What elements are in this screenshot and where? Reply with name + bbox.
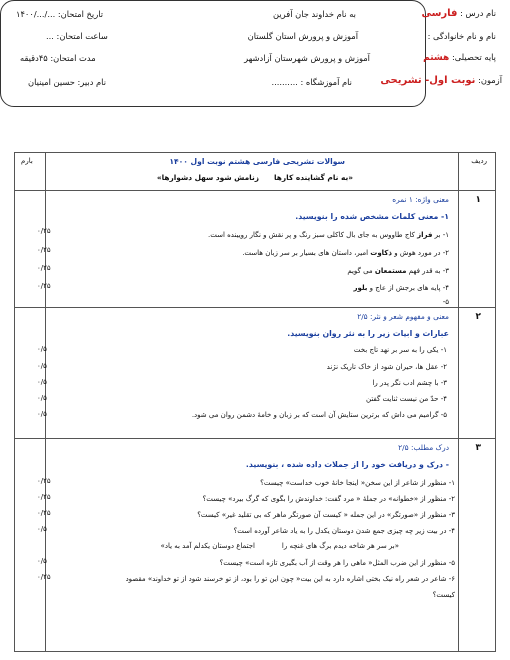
section-3-verse-left: اجتماع دوستان یکدلم آمد به یاد» xyxy=(160,542,255,550)
exam-header-box xyxy=(0,0,502,107)
section-2-score: ۰/۵ xyxy=(37,345,47,353)
section-2-score: ۰/۵ xyxy=(37,362,47,370)
province-text: آموزش و پرورش استان گلستان xyxy=(247,31,358,41)
city-text: آموزش و پرورش شهرستان آزادشهر xyxy=(244,53,370,63)
section-3-heading: درک مطلب: ۲/۵ xyxy=(398,443,449,452)
exam-type-field xyxy=(380,75,502,86)
exam-label: آزمون: xyxy=(478,75,502,85)
exam-date: تاریخ امتحان: .../.../۱۴۰۰ xyxy=(16,9,104,19)
lesson-value: فارسی xyxy=(421,8,458,19)
section-1-item: ۲- در مورد هوش و ذکاوت امیر، داستان های بسیار بر سر زبان هاست. xyxy=(242,249,449,257)
section-3-score: ۰/۲۵ xyxy=(37,477,51,485)
section-2-score: ۰/۵ xyxy=(37,394,47,402)
subtitle-right: «به نام گشاینده کارها xyxy=(274,173,353,182)
lesson-label: نام درس : xyxy=(460,8,496,18)
section-3-item: ۶- شاعر در شعر راه نیک بختی اشاره دارد به این بیت« چون این تو را بود، از تو خرسند شود از تو خداوند» مقصود xyxy=(125,575,455,583)
exam-value: نوبت اول- تشریحی xyxy=(380,75,476,86)
section-2-score: ۰/۵ xyxy=(37,378,47,386)
row-column-header: ردیف xyxy=(471,157,487,165)
section-2-divider xyxy=(15,438,495,439)
header-row-divider xyxy=(15,190,495,191)
section-1-number: ۱ xyxy=(475,195,481,205)
section-3-verse-right: «بر سر هر شاخه دیدم برگ های غنچه را xyxy=(281,542,399,550)
section-3-item: ۵- منظور از این ضرب المثل« ماهی را هر وقت از آب بگیری تازه است» چیست؟ xyxy=(219,559,455,567)
section-2-item: ۴- حدّ من نیست ثنایت گفتن xyxy=(365,395,447,403)
section-3-item: ۴- در بیت زیر چه چیزی جمع شدن دوستان یکدل را به یاد شاعر آورده است؟ xyxy=(233,527,455,535)
section-3-item: ۳- منظور از «صورتگر» در این جمله « کیست آن صورتگر ماهر که بی تقلید غیر» کیست؟ xyxy=(197,511,455,519)
student-name-field: نام و نام خانوادگی : xyxy=(427,31,496,41)
section-1-score: ۰/۲۵ xyxy=(37,282,51,290)
section-1-instruction: ۱- معنی کلمات مشخص شده را بنویسید. xyxy=(295,212,449,221)
questions-table xyxy=(14,152,496,652)
section-1-score: ۰/۲۵ xyxy=(37,264,51,272)
section-2-score: ۰/۵ xyxy=(37,410,47,418)
basmala: به نام خداوند جان آفرین xyxy=(273,9,356,19)
grade-label: پایه تحصیلی: xyxy=(451,52,496,62)
row-column-divider xyxy=(458,153,459,651)
section-2-heading: معنی و مفهوم شعر و نثر: ۲/۵ xyxy=(357,312,449,321)
grade-field xyxy=(423,52,496,63)
exam-time: ساعت امتحان: ... xyxy=(46,31,108,41)
score-column-header: بارم xyxy=(21,157,33,165)
section-1-score: ۰/۲۵ xyxy=(37,227,51,235)
exam-duration: مدت امتحان: ۴۵دقیقه xyxy=(20,53,96,63)
table-title: سوالات تشریحی فارسی هشتم نوبت اول ۱۴۰۰ xyxy=(169,157,345,166)
section-1-item: ۱- بر فراز کاج طاووس به جای بال کاکلی سبز رنگ و پر نقش و نگار رویینده است. xyxy=(208,231,449,239)
lesson-field xyxy=(421,8,496,19)
section-1-item: ۴- پایه های برجش از عاج و بلور xyxy=(353,284,449,292)
section-1-divider xyxy=(15,307,495,308)
section-2-item: ۲- عقل ها، حیران شود از خاک تاریک نژند xyxy=(326,363,447,371)
section-2-number: ۲ xyxy=(475,312,481,322)
section-1-score: ۰/۲۵ xyxy=(37,246,51,254)
section-1-item: ۵- xyxy=(442,298,449,306)
section-3-item: کیست؟ xyxy=(432,591,455,599)
teacher-field: نام دبیر: حسین امینیان xyxy=(28,77,106,87)
section-2-instruction: عبارات و ابیات زیر را به نثر روان بنویسید. xyxy=(287,329,449,338)
section-3-score: ۰/۲۵ xyxy=(37,573,51,581)
section-2-item: ۵- گرامیم می داش که برترین ستایش آن است که بر زبان و خامهٔ دشمن روان می شود. xyxy=(191,411,447,419)
section-1-item: ۳- به قدر فهم مستمعان می گویم xyxy=(347,267,449,275)
section-3-instruction: - درک و دریافت خود را از جملات داده شده ، بنویسید. xyxy=(245,460,449,469)
section-2-item: ۳- با چشم ادب نگر پدر را xyxy=(372,379,447,387)
section-3-item: ۱- منظور از شاعر از این سخن« اینجا خانهٔ خوب خداست» چیست؟ xyxy=(260,479,455,487)
section-3-score: ۰/۲۵ xyxy=(37,509,51,517)
section-2-item: ۱- یکی را به سر بر نهد تاج بخت xyxy=(353,346,447,354)
school-field: نام آموزشگاه : .......... xyxy=(271,77,352,87)
section-3-item: ۲- منظور از «خطوانه» در جملهٔ « مرد گفت: خداوندش را بگوی که گرگ بیرد» چیست؟ xyxy=(202,495,455,503)
section-1-heading: معنی واژه: ۱ نمره xyxy=(392,195,449,204)
grade-value: هشتم xyxy=(423,53,450,63)
section-3-score: ۰/۵ xyxy=(37,525,47,533)
section-3-score: ۰/۵ xyxy=(37,557,47,565)
subtitle-left: زنامش شود سهل دشوارها» xyxy=(156,173,259,182)
section-3-number: ۳ xyxy=(475,443,481,453)
section-3-score: ۰/۲۵ xyxy=(37,493,51,501)
